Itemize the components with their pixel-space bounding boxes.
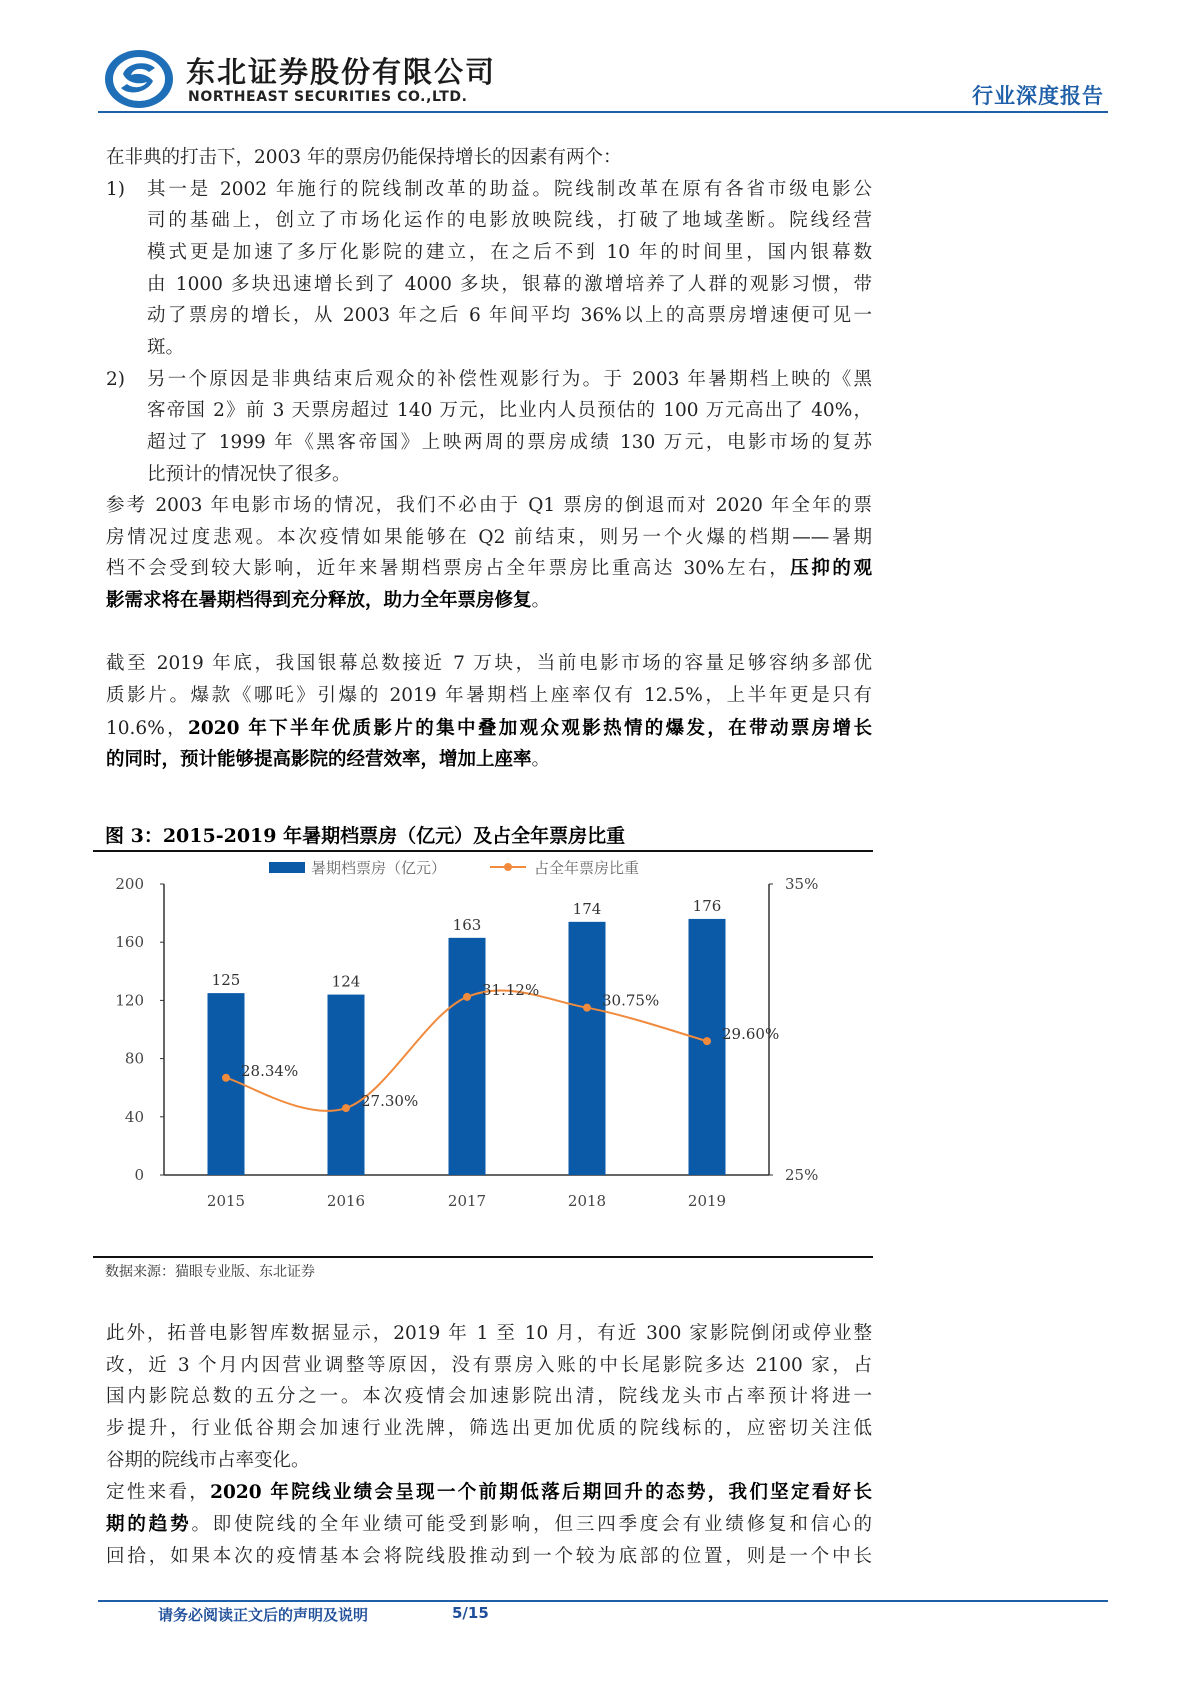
text-segment: 质影片。爆款《哪吒》引爆的 2019 年暑期档上座率仅有 12.5%，上半年更是只有	[106, 685, 872, 706]
bold-text: 的同时，预计能够提高影院的经营效率，增加上座率	[106, 749, 532, 770]
text-segment: 10.6%，	[106, 718, 189, 739]
text-line	[106, 142, 872, 174]
bar-value-label: 124	[331, 972, 361, 991]
list-number: 2)	[106, 369, 125, 390]
text-segment: 谷期的院线市占率变化。	[106, 1450, 310, 1471]
text-segment: 步提升，行业低谷期会加速行业洗牌，筛选出更加优质的院线标的，应密切关注低	[106, 1418, 872, 1439]
text-segment: 另一个原因是非典结束后观众的补偿性观影行为。于 2003 年暑期档上映的《黑	[147, 369, 872, 390]
line-point	[583, 1004, 591, 1012]
list-number: 1)	[106, 179, 125, 200]
text-segment: 。	[531, 590, 551, 611]
text-segment: 由 1000 多块迅速增长到了 4000 多块，银幕的激增培养了人群的观影习惯，带	[147, 274, 872, 295]
legend-line-label: 占全年票房比重	[534, 859, 640, 877]
bar	[449, 938, 486, 1175]
line-value-label: 28.34%	[241, 1061, 299, 1080]
text-segment: 超过了 1999 年《黑客帝国》上映两周的票房成绩 130 万元，电影市场的复苏	[147, 432, 872, 453]
text-segment: 其一是 2002 年施行的院线制改革的助益。院线制改革在原有各省市级电影公	[147, 179, 872, 200]
text-line	[106, 744, 872, 776]
text-line	[106, 1541, 872, 1573]
text-segment: 档不会受到较大影响，近年来暑期档票房占全年票房比重高达 30%左右，	[106, 558, 791, 579]
figure-title-rule	[93, 850, 873, 852]
logo-emblem-icon	[103, 48, 175, 110]
y-tick-label-left: 160	[115, 933, 144, 952]
company-logo	[103, 48, 175, 110]
text-segment: 。即使院线的全年业绩可能受到影响，但三四季度会有业绩修复和信心的	[191, 1514, 872, 1535]
legend-bar-label: 暑期档票房（亿元）	[311, 859, 447, 877]
bar	[569, 922, 606, 1175]
y-tick-label-right: 25%	[785, 1166, 819, 1184]
text-segment: 斑。	[147, 337, 185, 358]
line-value-label: 27.30%	[361, 1092, 419, 1111]
bold-text: 压抑的观	[790, 558, 872, 579]
bold-text: 2020 年院线业绩会呈现一个前期低落后期回升的态势，我们坚定看好长	[210, 1482, 872, 1503]
text-line	[147, 364, 872, 396]
legend-line-marker	[504, 863, 512, 871]
y-tick-label-left: 120	[115, 991, 144, 1010]
bar-value-label: 125	[211, 971, 241, 990]
text-line	[106, 553, 872, 585]
text-line	[147, 269, 872, 301]
line-point	[703, 1037, 711, 1045]
text-segment: 参考 2003 年电影市场的情况，我们不必由于 Q1 票房的倒退而对 2020 年全年的票	[106, 495, 872, 516]
text-line	[106, 1445, 872, 1477]
text-segment: 回拾，如果本次的疫情基本会将院线股推动到一个较为底部的位置，则是一个中长	[106, 1546, 872, 1567]
text-line	[106, 713, 872, 745]
text-line	[106, 490, 872, 522]
line-value-label: 29.60%	[722, 1025, 780, 1044]
line-value-label: 30.75%	[602, 991, 660, 1010]
text-segment: 在非典的打击下，2003 年的票房仍能保持增长的因素有两个：	[106, 147, 622, 168]
text-line	[106, 1381, 872, 1413]
text-segment: 司的基础上，创立了市场化运作的电影放映院线，打破了地域垄断。院线经营	[147, 210, 872, 231]
company-name-cn: 东北证券股份有限公司	[186, 55, 497, 89]
figure-title: 图 3：2015-2019 年暑期档票房（亿元）及占全年票房比重	[105, 825, 626, 847]
text-segment: 模式更是加速了多厅化影院的建立，在之后不到 10 年的时间里，国内银幕数	[147, 242, 872, 263]
text-line	[106, 585, 872, 617]
text-segment: 定性来看，	[106, 1482, 211, 1503]
x-tick-label: 2016	[326, 1192, 366, 1210]
bold-text: 2020 年下半年优质影片的集中叠加观众观影热情的爆发，在带动票房增长	[188, 718, 872, 739]
bar-value-label: 174	[572, 899, 602, 918]
text-line	[147, 237, 872, 269]
legend-bar-swatch	[269, 862, 305, 873]
x-tick-label: 2017	[447, 1192, 487, 1210]
line-point	[342, 1104, 350, 1112]
chart	[93, 856, 873, 1240]
text-line	[106, 1413, 872, 1445]
bar-value-label: 163	[452, 915, 482, 934]
y-tick-label-left: 200	[115, 875, 144, 893]
text-line	[106, 522, 872, 554]
y-tick-label-left: 40	[124, 1107, 144, 1126]
text-line	[147, 300, 872, 332]
text-line	[147, 174, 872, 206]
bar	[328, 995, 365, 1175]
line-point	[222, 1074, 230, 1082]
x-tick-label: 2019	[687, 1192, 727, 1210]
text-segment: 客帝国 2》前 3 天票房超过 140 万元，比业内人员预估的 100 万元高出了 40%，	[147, 400, 872, 421]
page-number: 5/15	[452, 1604, 489, 1622]
bold-text: 期的趋势	[106, 1514, 192, 1535]
x-tick-label: 2018	[567, 1192, 607, 1210]
y-tick-label-right: 35%	[785, 875, 819, 893]
bold-text: 影需求将在暑期档得到充分释放，助力全年票房修复	[106, 590, 532, 611]
data-source: 数据来源：猫眼专业版、东北证券	[105, 1264, 315, 1280]
text-line	[147, 459, 872, 491]
y-tick-label-left: 80	[124, 1049, 144, 1068]
report-type: 行业深度报告	[972, 84, 1104, 108]
text-line	[106, 648, 872, 680]
text-segment: 国内影院总数的五分之一。本次疫情会加速影院出清，院线龙头市占率预计将进一	[106, 1386, 872, 1407]
text-line	[106, 1477, 872, 1509]
text-line	[147, 395, 872, 427]
bar	[689, 919, 726, 1175]
text-segment: 比预计的情况快了很多。	[147, 464, 351, 485]
company-name-en: NORTHEAST SECURITIES CO.,LTD.	[188, 89, 468, 105]
text-line	[106, 1509, 872, 1541]
x-tick-label: 2015	[206, 1192, 246, 1210]
text-line	[147, 332, 872, 364]
footer-disclaimer: 请务必阅读正文后的声明及说明	[158, 1606, 369, 1624]
y-tick-label-left: 0	[134, 1166, 144, 1184]
text-line	[106, 680, 872, 712]
line-point	[463, 993, 471, 1001]
text-line	[147, 427, 872, 459]
text-segment: 截至 2019 年底，我国银幕总数接近 7 万块，当前电影市场的容量足够容纳多部优	[106, 653, 872, 674]
bar-value-label: 176	[692, 896, 722, 915]
text-segment: 改，近 3 个月内因营业调整等原因，没有票房入账的中长尾影院多达 2100 家，占	[106, 1355, 872, 1376]
footer-divider	[98, 1600, 1108, 1602]
text-segment: 房情况过度悲观。本次疫情如果能够在 Q2 前结束，则另一个火爆的档期——暑期	[106, 527, 872, 548]
text-line	[106, 1318, 872, 1350]
line-value-label: 31.12%	[482, 980, 540, 999]
text-segment: 动了票房的增长，从 2003 年之后 6 年间平均 36%以上的高票房增速便可见一	[147, 305, 872, 326]
header-divider	[98, 111, 1108, 113]
text-line	[147, 205, 872, 237]
text-segment: 此外，拓普电影智库数据显示，2019 年 1 至 10 月，有近 300 家影院倒闭或停业整	[106, 1323, 872, 1344]
text-line	[106, 1350, 872, 1382]
bar	[208, 993, 245, 1175]
text-segment: 。	[531, 749, 551, 770]
source-rule	[93, 1256, 873, 1258]
